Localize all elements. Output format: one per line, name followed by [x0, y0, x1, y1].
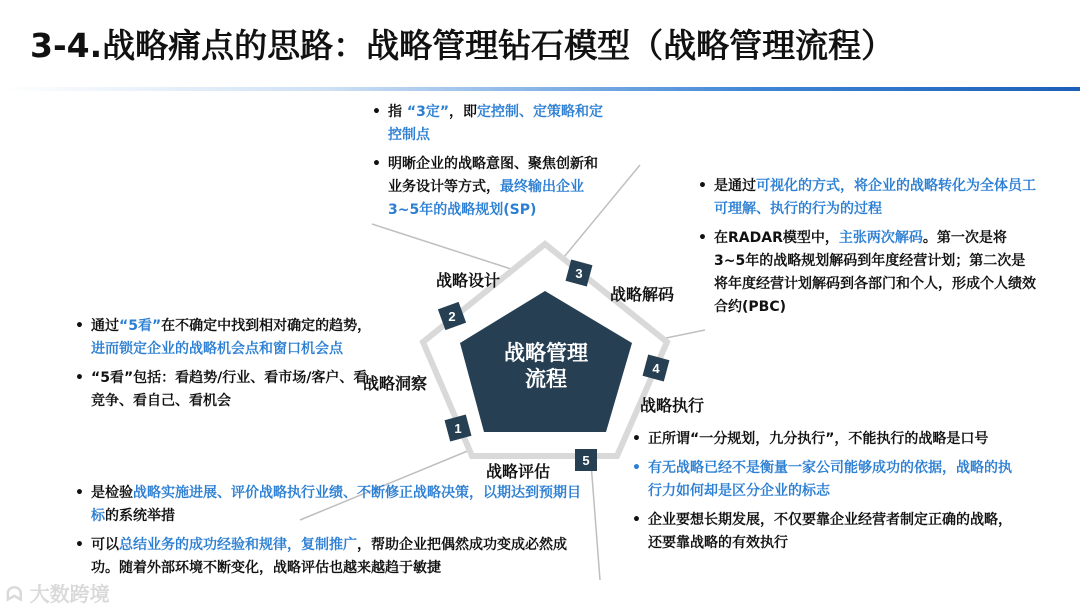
insight-bullet-1 — [75, 315, 375, 361]
design-b1-part1: 指 — [388, 104, 407, 120]
design-b1-part4: 定控制、定策略和定控制点 — [388, 104, 604, 143]
evaluate-text-block — [75, 482, 590, 586]
badge-2-number: 2 — [448, 309, 456, 324]
evaluate-bullet-2 — [75, 534, 590, 580]
design-bullet-2 — [372, 153, 608, 222]
stage-label-execute: 战略执行 — [640, 396, 705, 415]
decode-b2-part1: 在RADAR模型中， — [714, 230, 839, 246]
badge-4-number: 4 — [652, 361, 660, 376]
insight-bullet-2: • “5看”包括：看趋势/行业、看市场/客户、看竞争、看自己、看机会 — [75, 367, 375, 413]
design-b2-part2: 最终输出企业3~5年的战略规划(SP) — [388, 179, 584, 218]
watermark-logo-icon: ᗣ — [6, 582, 23, 606]
evaluate-b1-part2: 战略实施进展、评价战略执行业绩、不断修正战略决策，以期达到预期目标 — [91, 485, 581, 524]
watermark-text: 大数跨境 — [29, 582, 110, 606]
design-b2-part1: 明晰企业的战略意图、聚焦创新和业务设计等方式， — [388, 156, 598, 195]
evaluate-b2-part2: 总结业务的成功经验和规律，复制推广 — [119, 537, 357, 553]
evaluate-b2-part3: ，帮助企业把偶然成功变成必然成功。随着外部环境不断变化，战略评估也越来越趋于敏捷 — [91, 537, 567, 576]
evaluate-b1-part1: 是检验 — [91, 485, 133, 501]
page-title: 3-4.战略痛点的思路：战略管理钻石模型（战略管理流程） — [30, 26, 895, 65]
decode-text-block — [698, 175, 1038, 325]
center-label-line-1: 战略管理 — [504, 341, 588, 365]
decode-b2-part3: 。第一次是将3~5年的战略规划解码到年度经营计划；第二次是将年度经营计划解码到各部门和个人，形成个人绩效合约(PBC) — [714, 230, 1036, 315]
insight-b1-part3: 在不确定中找到相对确定的趋势， — [161, 318, 372, 334]
center-label-line-2: 流程 — [525, 367, 567, 391]
insight-b1-part4: 进而锁定企业的战略机会点和窗口机会点 — [91, 341, 343, 357]
evaluate-b1-part3: 的系统举措 — [105, 508, 175, 524]
decode-bullet-2 — [698, 227, 1038, 319]
decode-b1-part2: 可视化的方式，将企业的战略转化为全体员工可理解、执行的行为的过程 — [714, 178, 1036, 217]
badge-1-number: 1 — [454, 421, 462, 436]
design-b1-part3: ，即 — [449, 104, 478, 120]
decode-bullet-1 — [698, 175, 1038, 221]
decode-b1-part1: 是通过 — [714, 178, 756, 194]
badge-5-icon — [575, 449, 597, 471]
badge-3-number: 3 — [575, 266, 583, 281]
stage-label-insight: 战略洞察 — [363, 374, 428, 393]
execute-bullet-2: • 有无战略已经不是衡量一家公司能够成功的依据，战略的执行力如何却是区分企业的标志 — [632, 457, 1012, 503]
evaluate-bullet-1 — [75, 482, 590, 528]
stage-label-evaluate: 战略评估 — [486, 462, 551, 481]
evaluate-b2-part1: 可以 — [91, 537, 119, 553]
decode-b2-part2: 主张两次解码 — [838, 230, 923, 246]
execute-bullet-3: • 企业要想长期发展，不仅要靠企业经营者制定正确的战略，还要靠战略的有效执行 — [632, 509, 1012, 555]
insight-text-block — [75, 315, 375, 419]
watermark-logo — [6, 578, 110, 607]
insight-b1-part2: “5看” — [119, 318, 162, 334]
stage-label-decode: 战略解码 — [610, 285, 675, 304]
design-b1-part2: “3定” — [406, 104, 450, 120]
stage-label-design: 战略设计 — [436, 271, 501, 290]
center-label — [490, 340, 602, 392]
execute-bullet-1: • 正所谓“一分规划，九分执行”，不能执行的战略是口号 — [632, 428, 1012, 451]
design-bullet-1 — [372, 101, 608, 147]
insight-b1-part1: 通过 — [91, 318, 119, 334]
design-text-block — [372, 101, 608, 228]
badge-5-number: 5 — [582, 453, 590, 468]
execute-text-block — [632, 428, 1012, 561]
